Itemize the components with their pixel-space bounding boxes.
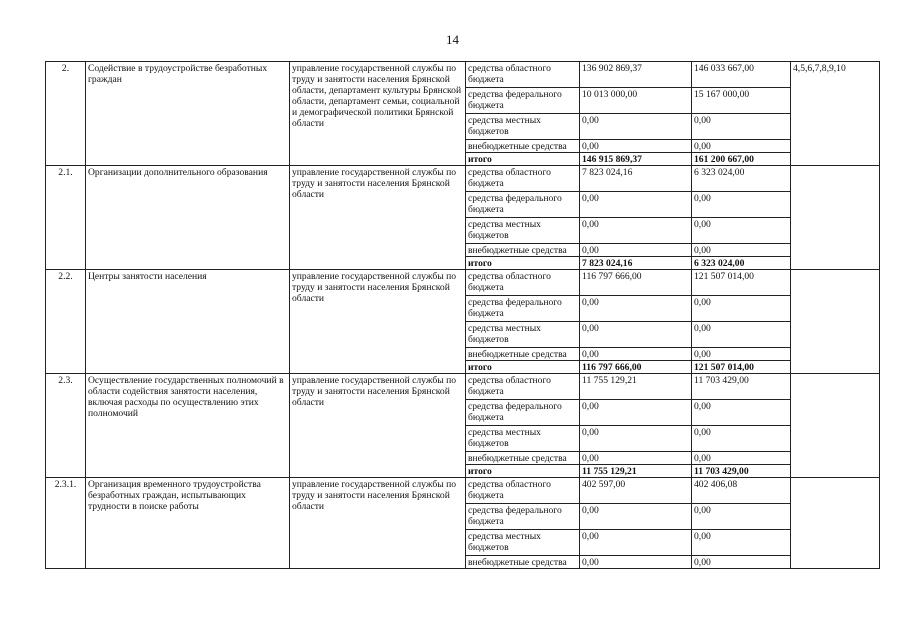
- section-name: Содействие в трудоустройстве безработных граждан: [86, 62, 290, 166]
- amount-year-1: 0,00: [580, 244, 692, 257]
- amount-year-1: 116 797 666,00: [580, 270, 692, 296]
- amount-year-1: 402 597,00: [580, 478, 692, 504]
- amount-year-1: 0,00: [580, 140, 692, 153]
- amount-year-2: 161 200 667,00: [692, 153, 791, 166]
- amount-year-2: 6 323 024,00: [692, 257, 791, 270]
- amount-year-1: 146 915 869,37: [580, 153, 692, 166]
- amount-year-2: 121 507 014,00: [692, 270, 791, 296]
- section-name: Организации дополнительного образования: [86, 166, 290, 270]
- amount-year-2: 11 703 429,00: [692, 374, 791, 400]
- table-row: [46, 478, 880, 504]
- table-row: [46, 166, 880, 192]
- page-number: 14: [446, 32, 459, 47]
- amount-year-2: 0,00: [692, 426, 791, 452]
- section-name: Осуществление государственных полномочий в области содействия занятости населения, включая расходы по осуществлению этих полномочий: [86, 374, 290, 478]
- amount-year-1: 0,00: [580, 322, 692, 348]
- amount-year-2: 0,00: [692, 556, 791, 569]
- funding-source: средства областного бюджета: [466, 62, 580, 88]
- target-indicators: 4,5,6,7,8,9,10: [791, 62, 880, 166]
- amount-year-1: 0,00: [580, 114, 692, 140]
- funding-source: средства областного бюджета: [466, 478, 580, 504]
- section-number: 2.3.: [46, 374, 86, 478]
- section-name: Организация временного трудоустройства безработных граждан, испытывающих трудности в поиске работы: [86, 478, 290, 569]
- funding-source: средства областного бюджета: [466, 166, 580, 192]
- amount-year-1: 0,00: [580, 400, 692, 426]
- target-indicators: [791, 166, 880, 270]
- amount-year-2: 0,00: [692, 114, 791, 140]
- amount-year-1: 0,00: [580, 296, 692, 322]
- amount-year-1: 7 823 024,16: [580, 166, 692, 192]
- section-executor: управление государственной службы по труду и занятости населения Брянской области, департамент культуры Брянской области, департамент семьи, социальной и демографической политики Брянской области: [290, 62, 466, 166]
- funding-source: средства местных бюджетов: [466, 114, 580, 140]
- funding-source: итого: [466, 257, 580, 270]
- amount-year-2: 146 033 667,00: [692, 62, 791, 88]
- amount-year-2: 402 406,08: [692, 478, 791, 504]
- funding-source: средства областного бюджета: [466, 374, 580, 400]
- section-number: 2.3.1.: [46, 478, 86, 569]
- amount-year-2: 121 507 014,00: [692, 361, 791, 374]
- funding-source: внебюджетные средства: [466, 452, 580, 465]
- amount-year-2: 6 323 024,00: [692, 166, 791, 192]
- amount-year-2: 15 167 000,00: [692, 88, 791, 114]
- amount-year-2: 0,00: [692, 140, 791, 153]
- section-name: Центры занятости населения: [86, 270, 290, 374]
- amount-year-2: 0,00: [692, 348, 791, 361]
- funding-source: средства местных бюджетов: [466, 218, 580, 244]
- target-indicators: [791, 270, 880, 374]
- amount-year-1: 136 902 869,37: [580, 62, 692, 88]
- funding-source: итого: [466, 465, 580, 478]
- funding-source: средства местных бюджетов: [466, 322, 580, 348]
- target-indicators: [791, 478, 880, 569]
- table-row: [46, 374, 880, 400]
- amount-year-2: 0,00: [692, 400, 791, 426]
- funding-source: средства местных бюджетов: [466, 530, 580, 556]
- section-executor: управление государственной службы по труду и занятости населения Брянской области: [290, 374, 466, 478]
- funding-source: внебюджетные средства: [466, 348, 580, 361]
- amount-year-1: 7 823 024,16: [580, 257, 692, 270]
- funding-source: средства областного бюджета: [466, 270, 580, 296]
- amount-year-1: 0,00: [580, 556, 692, 569]
- amount-year-1: 0,00: [580, 504, 692, 530]
- budget-table: [45, 61, 880, 569]
- table-row: [46, 270, 880, 296]
- amount-year-2: 0,00: [692, 452, 791, 465]
- funding-source: внебюджетные средства: [466, 140, 580, 153]
- amount-year-1: 0,00: [580, 192, 692, 218]
- target-indicators: [791, 374, 880, 478]
- funding-source: итого: [466, 153, 580, 166]
- table-row: [46, 62, 880, 88]
- funding-source: средства федерального бюджета: [466, 296, 580, 322]
- amount-year-2: 0,00: [692, 530, 791, 556]
- funding-source: средства федерального бюджета: [466, 192, 580, 218]
- amount-year-2: 0,00: [692, 218, 791, 244]
- amount-year-2: 11 703 429,00: [692, 465, 791, 478]
- funding-source: средства федерального бюджета: [466, 504, 580, 530]
- funding-source: средства федерального бюджета: [466, 88, 580, 114]
- funding-source: средства местных бюджетов: [466, 426, 580, 452]
- amount-year-1: 0,00: [580, 452, 692, 465]
- section-number: 2.: [46, 62, 86, 166]
- funding-source: итого: [466, 361, 580, 374]
- section-executor: управление государственной службы по труду и занятости населения Брянской области: [290, 478, 466, 569]
- amount-year-1: 11 755 129,21: [580, 374, 692, 400]
- section-executor: управление государственной службы по труду и занятости населения Брянской области: [290, 270, 466, 374]
- amount-year-1: 0,00: [580, 218, 692, 244]
- funding-source: внебюджетные средства: [466, 244, 580, 257]
- funding-source: средства федерального бюджета: [466, 400, 580, 426]
- table-body: [46, 62, 880, 569]
- section-number: 2.2.: [46, 270, 86, 374]
- amount-year-1: 11 755 129,21: [580, 465, 692, 478]
- amount-year-2: 0,00: [692, 244, 791, 257]
- amount-year-1: 0,00: [580, 530, 692, 556]
- amount-year-1: 116 797 666,00: [580, 361, 692, 374]
- amount-year-2: 0,00: [692, 192, 791, 218]
- amount-year-1: 0,00: [580, 348, 692, 361]
- amount-year-1: 0,00: [580, 426, 692, 452]
- amount-year-1: 10 013 000,00: [580, 88, 692, 114]
- funding-source: внебюджетные средства: [466, 556, 580, 569]
- amount-year-2: 0,00: [692, 296, 791, 322]
- amount-year-2: 0,00: [692, 322, 791, 348]
- section-executor: управление государственной службы по труду и занятости населения Брянской области: [290, 166, 466, 270]
- section-number: 2.1.: [46, 166, 86, 270]
- amount-year-2: 0,00: [692, 504, 791, 530]
